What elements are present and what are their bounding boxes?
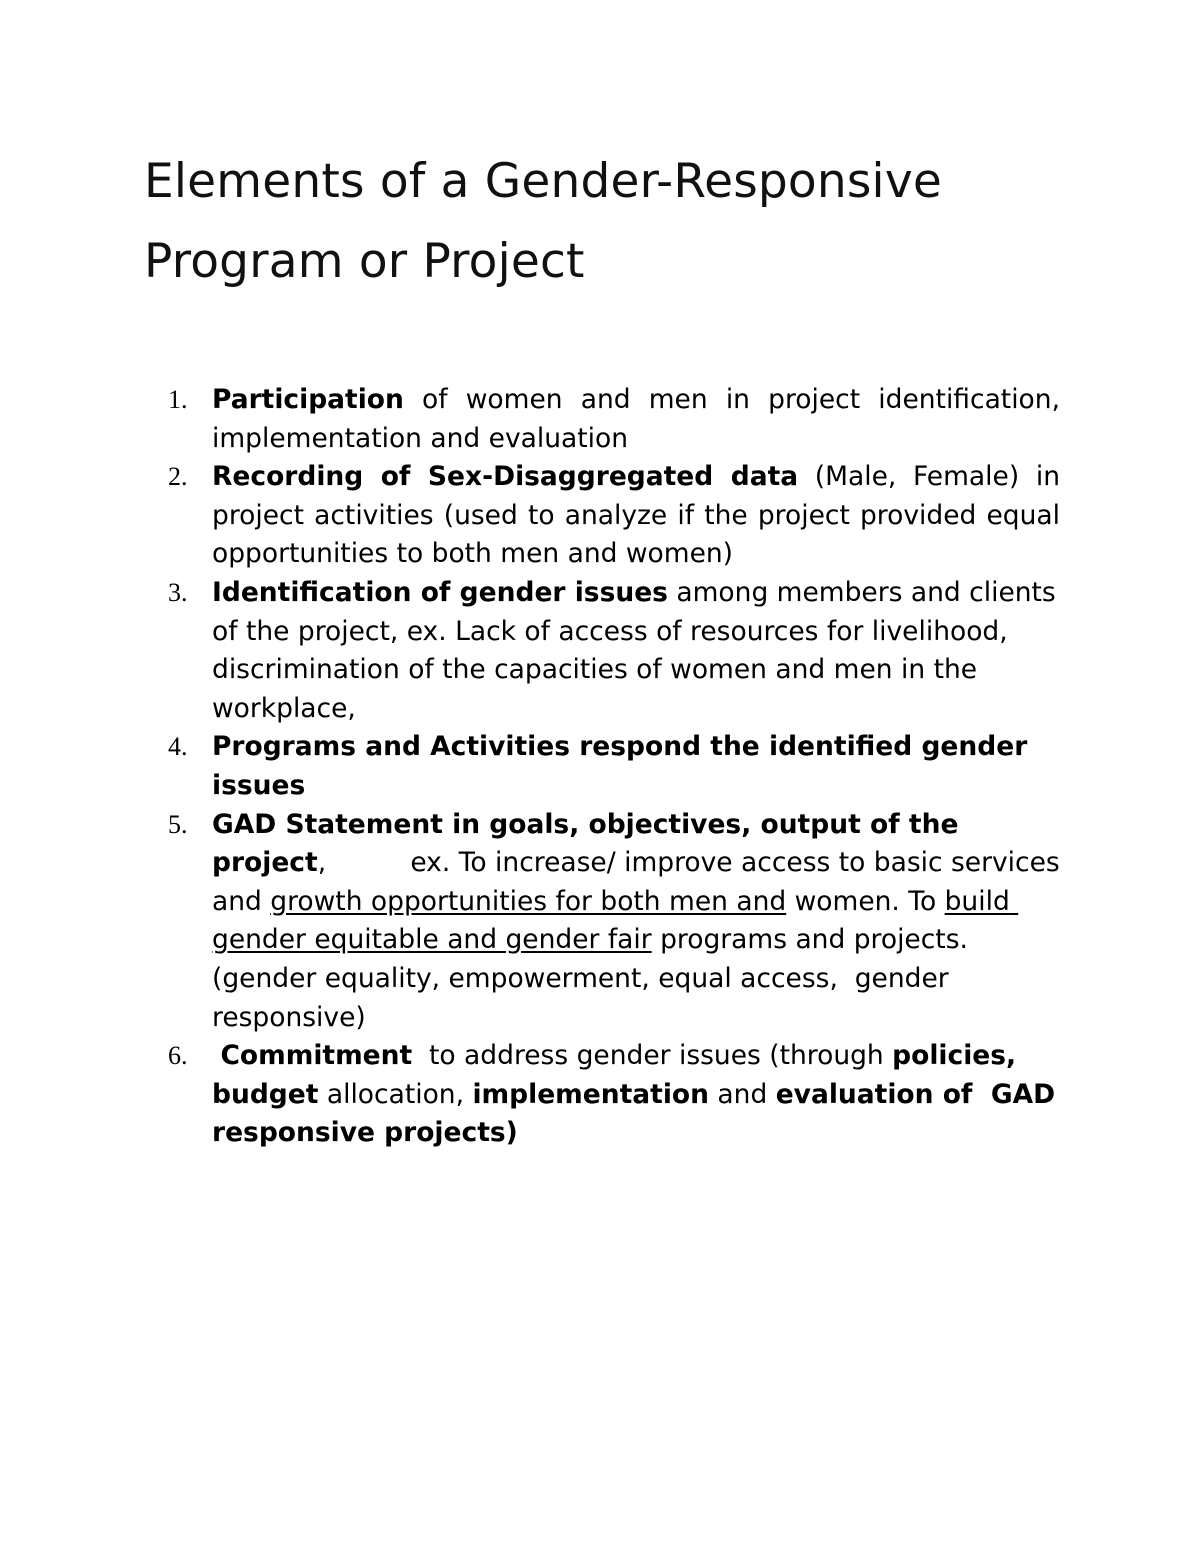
- item-bold-text: policies, budget: [212, 1040, 1026, 1110]
- item-bold-text: Commitment: [220, 1040, 413, 1072]
- item-text: [212, 728, 1060, 805]
- item-underlined-text: growth opportunities for both men and: [270, 885, 787, 917]
- item-plain-text: women. To: [786, 885, 945, 917]
- item-bold-text: Programs and Activities respond the identified gender issues: [212, 731, 1028, 801]
- list-item: [168, 381, 1060, 458]
- item-text: [212, 1037, 1065, 1153]
- title-line-1: Elements of a Gender-Responsive: [144, 154, 942, 209]
- item-bold-text: evaluation of GAD responsive projects): [212, 1078, 1065, 1149]
- item-number: 1.: [168, 385, 188, 414]
- item-plain-text: allocation,: [318, 1078, 473, 1110]
- list-item: [168, 458, 1060, 574]
- item-bold-text: GAD Statement in goals, objectives, output of the project: [212, 808, 968, 879]
- item-plain-text: to address gender issues (through: [412, 1040, 893, 1072]
- item-plain-text: (Male, Female) in project activities (used to analyze if the project provided equal opportunities to both men and women): [212, 461, 1060, 570]
- item-text: [212, 806, 1069, 1038]
- item-number: 2.: [168, 462, 188, 492]
- item-number: 6.: [168, 1041, 188, 1071]
- list-item: [168, 728, 1060, 805]
- item-plain-text: among members and clients of the project, ex. Lack of access of resources for livelihood, discrimination of the capacities of women and men in the workplace,: [212, 576, 1056, 724]
- item-number: 3.: [168, 577, 188, 607]
- list-item: [168, 1037, 1065, 1153]
- item-text: [212, 381, 1060, 458]
- item-bold-text: Participation: [212, 384, 404, 415]
- item-number: 5.: [168, 809, 188, 839]
- list-item: [168, 574, 1060, 728]
- item-plain-text: and: [709, 1078, 776, 1110]
- item-text: [212, 574, 1060, 728]
- title-line-2: Program or Project: [144, 234, 585, 289]
- elements-list: [168, 381, 1069, 1153]
- item-plain-text: , ex. To increase/ improve access to basic services and: [212, 847, 1069, 917]
- item-bold-text: implementation: [472, 1078, 709, 1110]
- item-bold-text: Identification of gender issues: [212, 576, 668, 608]
- item-bold-text: Recording of Sex-Disaggregated data: [212, 461, 799, 493]
- item-text: [212, 458, 1060, 574]
- item-number: 4.: [168, 732, 188, 762]
- list-item: [168, 806, 1069, 1038]
- item-plain-text: of women and men in project identification, implementation and evaluation: [212, 384, 1060, 454]
- item-underlined-text: build gender equitable and gender fair: [212, 885, 1019, 956]
- item-plain-text: programs and projects. (gender equality, empowerment, equal access, gender responsive): [212, 924, 977, 1033]
- document-title: [144, 142, 1104, 302]
